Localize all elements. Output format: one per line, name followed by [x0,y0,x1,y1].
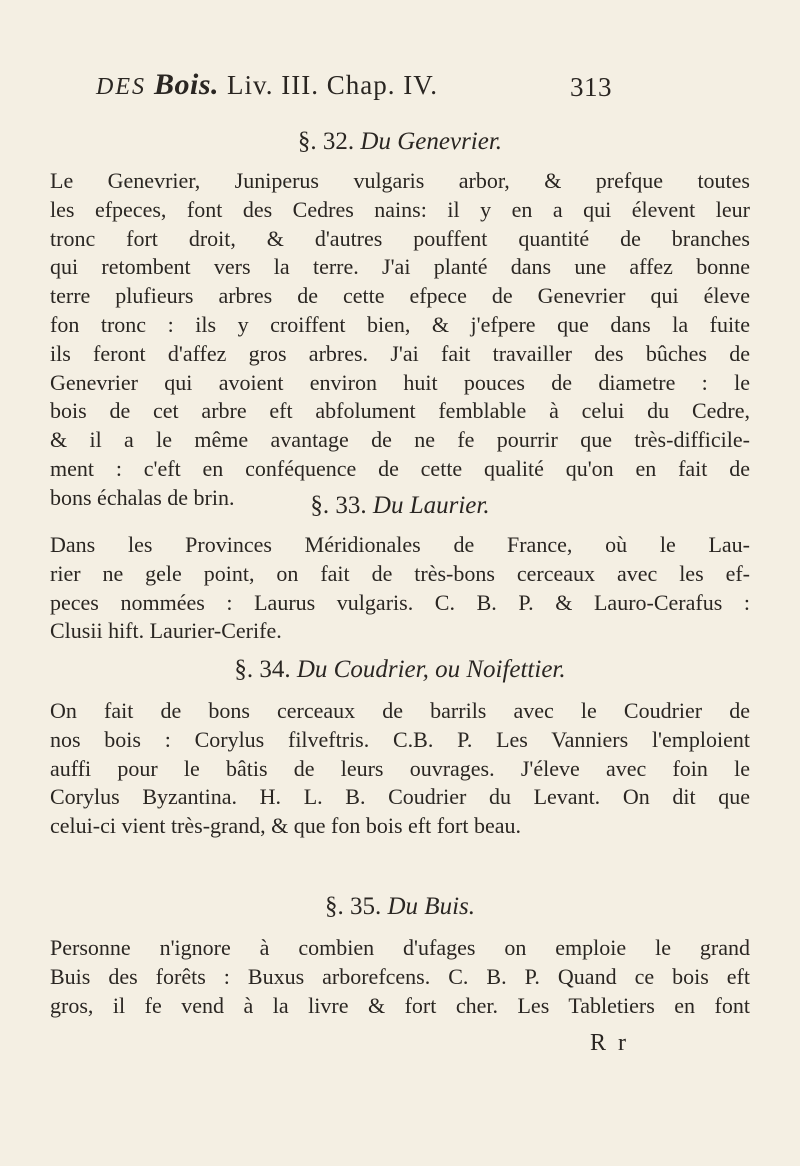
running-head-bois: Bois. [154,68,220,101]
section-heading-32 [200,128,600,156]
paragraph-genevrier [50,167,750,513]
running-head-left: DES [96,74,146,100]
text-line: nos bois : Corylus filveftris. C.B. P. Les Vanniers l'emploient [50,726,750,752]
text-line: Buis des forêts : Buxus arborefcens. C. B. P. Quand ce bois eft [50,963,750,989]
section-title: Du Buis. [387,893,475,920]
page-number: 313 [570,72,612,102]
text-line: terre plufieurs arbres de cette efpece de Genevrier qui éleve [50,283,750,309]
text-line: Le Genevrier, Juniperus vulgaris arbor, & prefque toutes [50,168,750,193]
paragraph-buis [50,934,750,1020]
paragraph-coudrier [50,697,750,841]
running-head-chapter: Liv. III. Chap. IV. [227,70,438,100]
section-number: §. 32. [297,128,355,155]
section-number: §. 34. [234,656,291,683]
text-line: Clusii hift. Laurier-Cerife. [50,618,282,644]
text-line: ils feront d'affez gros arbres. J'ai fait travailler des bûches de [50,340,750,366]
running-head [96,68,696,102]
text-line: auffi pour le bâtis de leurs ouvrages. J'éleve avec foin le [50,755,750,781]
paragraph-laurier [50,531,750,646]
section-heading-35 [200,893,600,921]
text-line: bois de cet arbre eft abfolument femblable à celui du Cedre, [50,398,750,424]
section-title: Du Genevrier. [360,128,503,155]
text-line: fon tronc : ils y croiffent bien, & j'efpere que dans la fuite [50,311,750,337]
text-line: Genevrier qui avoient environ huit pouces de diametre : le [50,369,750,395]
text-line: tronc fort droit, & d'autres pouffent quantité de branches [50,225,750,251]
text-line: Corylus Byzantina. H. L. B. Coudrier du Levant. On dit que [50,784,750,810]
text-line: gros, il fe vend à la livre & fort cher. Les Tabletiers en font [50,992,750,1018]
text-line: ment : c'eft en conféquence de cette qualité qu'on en fait de [50,455,750,481]
section-title: Du Laurier. [372,492,490,519]
text-line: celui-ci vient très-grand, & que fon bois eft fort beau. [50,813,522,839]
section-title: Du Coudrier, ou Noifettier. [296,656,566,683]
text-line: les efpeces, font des Cedres nains: il y en a qui élevent leur [50,196,750,222]
text-line: Dans les Provinces Méridionales de France, où le Lau- [50,532,750,557]
section-heading-34 [150,656,650,684]
text-line: bons échalas de brin. [50,484,235,510]
text-line: rier ne gele point, on fait de très-bons cerceaux avec les ef- [50,560,750,586]
text-line: qui retombent vers la terre. J'ai planté dans une affez bonne [50,254,750,280]
section-heading-33 [200,492,600,520]
section-number: §. 35. [325,893,382,920]
text-line: On fait de bons cerceaux de barrils avec le Coudrier de [50,698,750,723]
section-number: §. 33. [310,492,367,519]
text-line: peces nommées : Laurus vulgaris. C. B. P. & Lauro-Cerafus : [50,589,750,615]
text-line: & il a le même avantage de ne fe pourrir que très-difficile- [50,427,750,453]
signature-mark: R r [590,1030,629,1056]
text-line: Personne n'ignore à combien d'ufages on emploie le grand [50,935,750,960]
